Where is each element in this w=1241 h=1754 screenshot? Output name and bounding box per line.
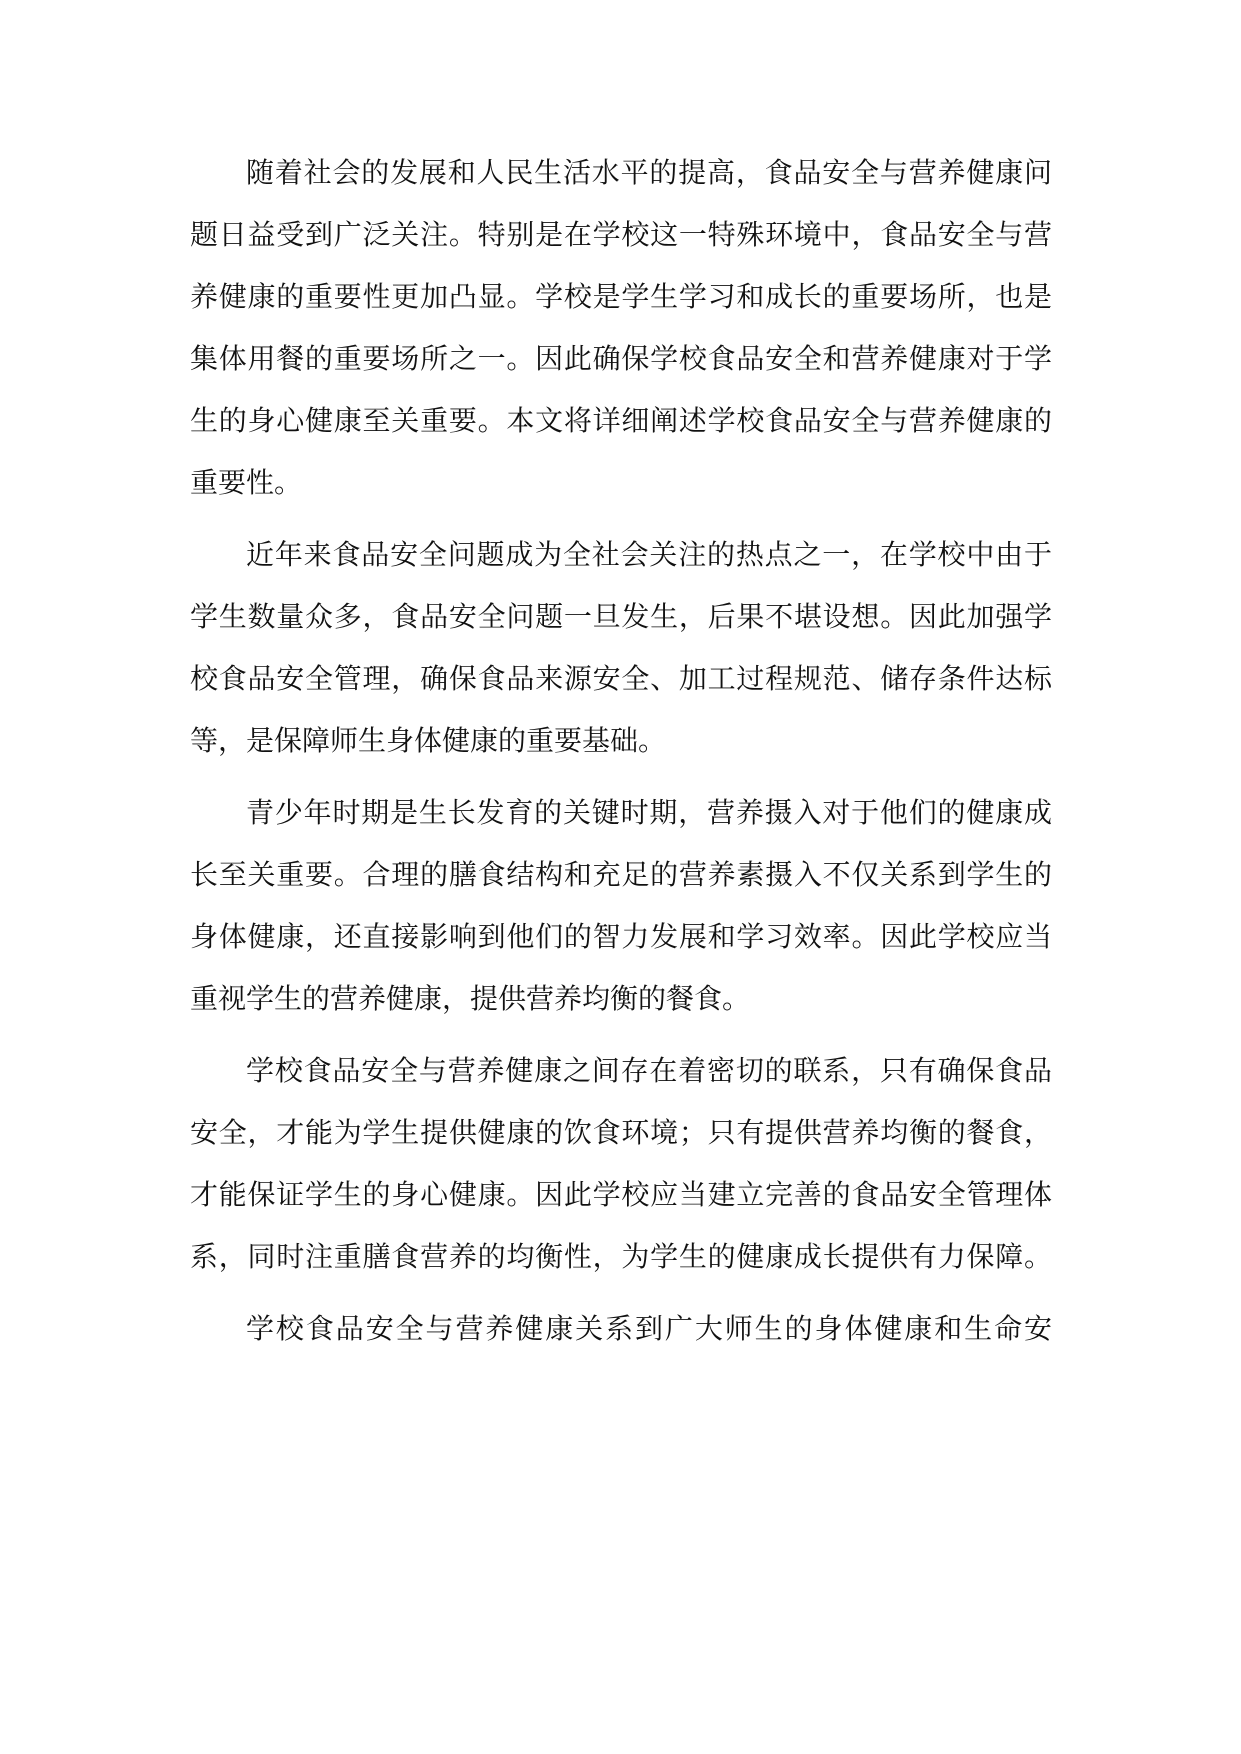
paragraph-5 bbox=[190, 1298, 1052, 1360]
text-line: 等，是保障师生身体健康的重要基础。 bbox=[190, 724, 667, 757]
paragraph-4 bbox=[190, 1040, 1052, 1288]
text-line: 系，同时注重膳食营养的均衡性，为学生的健康成长提供有力保障。 bbox=[190, 1240, 1052, 1273]
text-line: 才能保证学生的身心健康。因此学校应当建立完善的食品安全管理体 bbox=[190, 1178, 1052, 1211]
paragraph-1 bbox=[190, 142, 1052, 514]
text-line: 重视学生的营养健康，提供营养均衡的餐食。 bbox=[190, 982, 751, 1015]
text-line: 长至关重要。合理的膳食结构和充足的营养素摄入不仅关系到学生的 bbox=[190, 858, 1052, 891]
text-line: 近年来食品安全问题成为全社会关注的热点之一，在学校中由于 bbox=[246, 538, 1052, 571]
text-line: 题日益受到广泛关注。特别是在学校这一特殊环境中，食品安全与营 bbox=[190, 218, 1052, 251]
text-line: 集体用餐的重要场所之一。因此确保学校食品安全和营养健康对于学 bbox=[190, 342, 1052, 375]
text-line: 校食品安全管理，确保食品来源安全、加工过程规范、储存条件达标 bbox=[190, 662, 1052, 695]
text-line: 学校食品安全与营养健康关系到广大师生的身体健康和生命安 bbox=[246, 1312, 1052, 1345]
text-line: 学生数量众多，食品安全问题一旦发生，后果不堪设想。因此加强学 bbox=[190, 600, 1052, 633]
text-line: 重要性。 bbox=[190, 466, 303, 499]
text-line: 安全，才能为学生提供健康的饮食环境；只有提供营养均衡的餐食， bbox=[190, 1116, 1052, 1149]
text-line: 随着社会的发展和人民生活水平的提高，食品安全与营养健康问 bbox=[246, 156, 1052, 189]
text-line: 生的身心健康至关重要。本文将详细阐述学校食品安全与营养健康的 bbox=[190, 404, 1052, 437]
text-line: 青少年时期是生长发育的关键时期，营养摄入对于他们的健康成 bbox=[246, 796, 1052, 829]
text-line: 学校食品安全与营养健康之间存在着密切的联系，只有确保食品 bbox=[246, 1054, 1052, 1087]
paragraph-3 bbox=[190, 782, 1052, 1030]
paragraph-2 bbox=[190, 524, 1052, 772]
text-line: 养健康的重要性更加凸显。学校是学生学习和成长的重要场所，也是 bbox=[190, 280, 1052, 313]
text-line: 身体健康，还直接影响到他们的智力发展和学习效率。因此学校应当 bbox=[190, 920, 1052, 953]
document-body bbox=[190, 142, 1052, 1370]
